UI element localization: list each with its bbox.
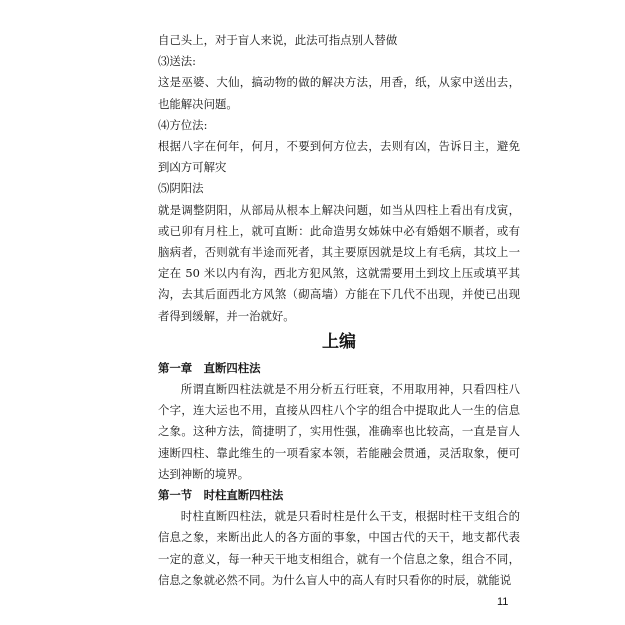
page-content xyxy=(158,30,520,591)
part-title: 上编 xyxy=(322,331,356,352)
section-body: 时柱直断四柱法，就是只看时柱是什么干支，根据时柱干支组合的信息之象，来断出此人的各方面的事象，中国古代的天干，地支都代表一定的意义，每一种天干地支相组合，就有一个信息之象，组合不同，信息之象就必然不同。为什么盲人中的高人有时只看你的时辰，就能说 xyxy=(158,509,520,587)
paragraph: 这是巫婆、大仙，搞动物的做的解决方法，用香，纸，从家中送出去，也能解决问题。 xyxy=(158,75,520,111)
section-heading: 第一节 时柱直断四柱法 xyxy=(158,488,284,503)
method-label: ⑶送法: xyxy=(158,54,197,69)
text-line: 自己头上，对于盲人来说，此法可指点别人替做 xyxy=(158,33,398,47)
method-label: ⑸阴阳法 xyxy=(158,181,204,196)
chapter-body: 所谓直断四柱法就是不用分析五行旺衰，不用取用神，只看四柱八个字，连大运也不用，直接从四柱八个字的组合中提取此人一生的信息之象。这种方法，简捷明了，实用性强，准确率也比较高，一直是盲人速断四柱、靠此维生的一项看家本领，若能融会贯通，灵活取象，便可达到神断的境界。 xyxy=(158,382,520,481)
method-label: ⑷方位法: xyxy=(158,117,208,132)
paragraph: 就是调整阴阳，从部局从根本上解决问题，如当从四柱上看出有戊寅，或已卯有月柱上，就可直断：此命造男女姊妹中必有婚姻不顺者，或有脑病者，否则就有半途而死者，其主要原因就是坟上有毛病，其坟上一定在 50 米以内有沟，西北方犯风煞，这就需要用土到坟上压或填平其沟，去其后面西北方风煞（砌高墙）方能在下几代不出现，并使已出现者得到缓解，并一治就好。 xyxy=(158,202,520,323)
paragraph: 根据八字在何年，何月，不要到何方位去，去则有凶，告诉日主，避免到凶方可解灾 xyxy=(158,139,520,175)
page-number: 11 xyxy=(497,596,509,608)
chapter-heading: 第一章 直断四柱法 xyxy=(158,360,261,375)
